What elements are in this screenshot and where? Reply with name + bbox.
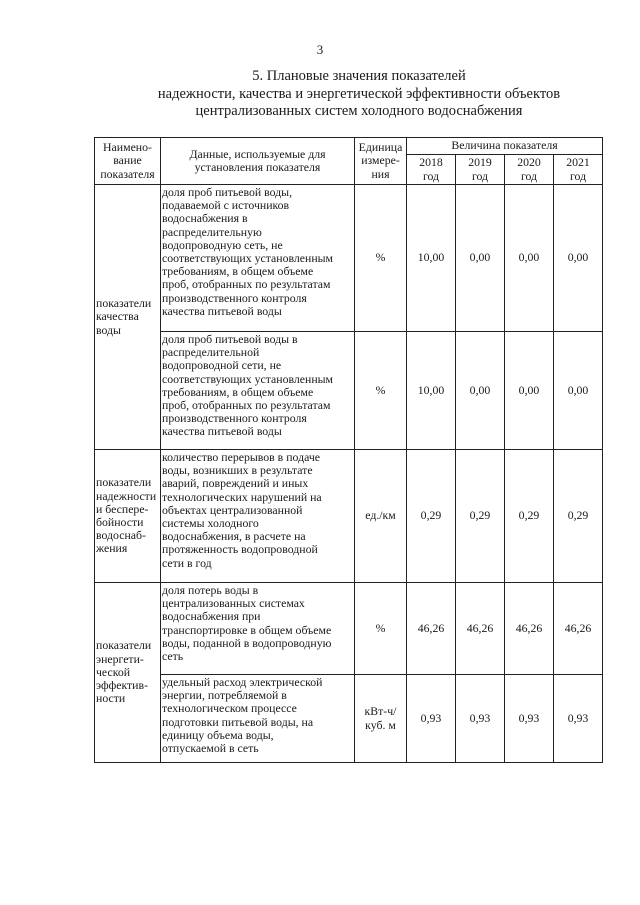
value-2020: 0,00 bbox=[505, 185, 554, 332]
row-unit: % bbox=[355, 332, 407, 450]
table-row bbox=[95, 583, 603, 675]
header-year-2020: 2020 год bbox=[505, 155, 554, 185]
header-value: Величина показателя bbox=[407, 138, 603, 155]
value-2018: 10,00 bbox=[407, 332, 456, 450]
row-unit: кВт-ч/ куб. м bbox=[355, 675, 407, 763]
section-title-line: централизованных систем холодного водоснабжения bbox=[195, 103, 523, 119]
header-unit: Единица измере- ния bbox=[355, 138, 407, 185]
header-year-2018: 2018 год bbox=[407, 155, 456, 185]
value-2018: 0,29 bbox=[407, 450, 456, 583]
row-unit: % bbox=[355, 583, 407, 675]
value-2019: 0,00 bbox=[456, 185, 505, 332]
value-2018: 10,00 bbox=[407, 185, 456, 332]
value-2021: 0,00 bbox=[554, 332, 603, 450]
value-2020: 0,00 bbox=[505, 332, 554, 450]
table-row bbox=[95, 185, 603, 332]
value-2019: 46,26 bbox=[456, 583, 505, 675]
value-2021: 0,29 bbox=[554, 450, 603, 583]
row-description: доля потерь воды в централизованных системах водоснабжения при транспортировке в общем объеме воды, поданной в водопроводную сеть bbox=[161, 583, 355, 675]
value-2021: 46,26 bbox=[554, 583, 603, 675]
header-indicator-name: Наимено- вание показателя bbox=[95, 138, 161, 185]
indicators-table bbox=[94, 137, 603, 763]
value-2019: 0,29 bbox=[456, 450, 505, 583]
value-2021: 0,93 bbox=[554, 675, 603, 763]
row-unit: % bbox=[355, 185, 407, 332]
value-2019: 0,00 bbox=[456, 332, 505, 450]
value-2019: 0,93 bbox=[456, 675, 505, 763]
row-description: количество перерывов в подаче воды, возникших в результате аварий, повреждений и иных технологических нарушений на объектах централизованной системы холодного водоснабжения, в расчете на протяженность водопроводной сети в год bbox=[161, 450, 355, 583]
section-title-line: надежности, качества и энергетической эффективности объектов bbox=[157, 85, 561, 102]
row-unit: ед./км bbox=[355, 450, 407, 583]
section-title-line: 5. Плановые значения показателей bbox=[252, 68, 466, 84]
indicator-group-reliability: показатели надежности и беспере- бойности водоснаб- жения bbox=[95, 450, 161, 583]
value-2020: 46,26 bbox=[505, 583, 554, 675]
section-title bbox=[0, 68, 640, 121]
page-number: 3 bbox=[316, 42, 324, 57]
header-year-2021: 2021 год bbox=[554, 155, 603, 185]
value-2018: 0,93 bbox=[407, 675, 456, 763]
header-source-data: Данные, используемые для установления показателя bbox=[161, 138, 355, 185]
value-2020: 0,29 bbox=[505, 450, 554, 583]
row-description: доля проб питьевой воды в распределительной водопроводной сети, не соответствующих установленным требованиям, в общем объеме проб, отобранных по результатам производственного контроля качества питьевой воды bbox=[161, 332, 355, 450]
indicator-group-water-quality: показатели качества воды bbox=[95, 185, 161, 450]
row-description: удельный расход электрической энергии, потребляемой в технологическом процессе подготовки питьевой воды, на единицу объема воды, отпускаемой в сеть bbox=[161, 675, 355, 763]
header-year-2019: 2019 год bbox=[456, 155, 505, 185]
table-row bbox=[95, 675, 603, 763]
indicator-group-energy-efficiency: показатели энергети- ческой эффектив- ности bbox=[95, 583, 161, 763]
table-row bbox=[95, 332, 603, 450]
row-description: доля проб питьевой воды, подаваемой с источников водоснабжения в распределительную водопроводную сеть, не соответствующих установленным требованиям, в общем объеме проб, отобранных по результатам производственного контроля качества питьевой воды bbox=[161, 185, 355, 332]
value-2020: 0,93 bbox=[505, 675, 554, 763]
value-2018: 46,26 bbox=[407, 583, 456, 675]
value-2021: 0,00 bbox=[554, 185, 603, 332]
table-row bbox=[95, 450, 603, 583]
